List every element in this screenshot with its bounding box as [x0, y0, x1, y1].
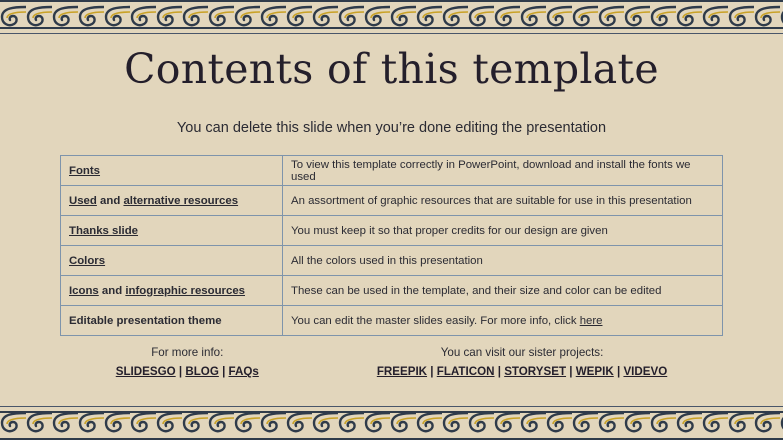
spiral-motif-icon: [52, 5, 78, 29]
spiral-motif-icon: [208, 411, 234, 435]
spiral-motif-icon: [26, 5, 52, 29]
footer-link-storyset[interactable]: STORYSET: [504, 365, 567, 378]
spiral-motif-icon: [234, 411, 260, 435]
table-cell-value: [283, 276, 723, 306]
footer-sister-projects: [377, 344, 667, 380]
top-decorative-border: [0, 0, 783, 34]
spiral-motif-icon: [104, 5, 130, 29]
table-cell-key: [61, 156, 283, 186]
spiral-motif-icon: [312, 5, 338, 29]
underlined-text[interactable]: alternative resources: [123, 194, 239, 207]
spiral-motif-icon: [572, 411, 598, 435]
page-subtitle: You can delete this slide when you’re done editing the presentation: [176, 120, 607, 136]
plain-text: You must keep it so that proper credits for our design are given: [291, 224, 608, 237]
footer-link-flaticon[interactable]: FLATICON: [436, 365, 495, 378]
footer-link-freepik[interactable]: FREEPIK: [376, 365, 428, 378]
underlined-text[interactable]: here: [579, 314, 603, 327]
link-separator: |: [566, 365, 576, 378]
table-cell-key: [61, 246, 283, 276]
contents-table-body: [61, 156, 723, 336]
spiral-motif-icon: [338, 411, 364, 435]
spiral-motif-icon: [78, 5, 104, 29]
border-line-mid: [0, 27, 783, 29]
spiral-motif-icon: [468, 5, 494, 29]
spiral-motif-icon: [182, 411, 208, 435]
table-row: [61, 156, 723, 186]
spiral-motif-icon: [754, 5, 780, 29]
spiral-motif-icon: [442, 5, 468, 29]
spiral-motif-icon: [182, 5, 208, 29]
spiral-motif-icon: [130, 5, 156, 29]
table-cell-value: [283, 186, 723, 216]
footer: [0, 344, 783, 380]
table-cell-key: [61, 306, 283, 336]
table-row: [61, 216, 723, 246]
spiral-motif-icon: [520, 5, 546, 29]
footer-link-faqs[interactable]: FAQs: [228, 365, 259, 378]
spiral-motif-icon: [52, 411, 78, 435]
link-separator: |: [427, 365, 437, 378]
table-row: [61, 246, 723, 276]
border-line-top-2: [0, 406, 783, 407]
spiral-motif-icon: [390, 411, 416, 435]
spiral-motif-icon: [754, 411, 780, 435]
plain-text: All the colors used in this presentation: [291, 254, 483, 267]
spiral-motif-icon: [546, 5, 572, 29]
underlined-text[interactable]: Icons: [69, 284, 99, 297]
underlined-text[interactable]: Fonts: [69, 164, 101, 177]
spiral-motif-icon: [728, 411, 754, 435]
spiral-motif-icon: [364, 411, 390, 435]
spiral-motif-icon: [286, 5, 312, 29]
footer-more-info: [116, 344, 259, 380]
spiral-motif-icon: [624, 411, 650, 435]
border-line-top: [0, 0, 783, 2]
spiral-motif-icon: [416, 5, 442, 29]
table-cell-value: [283, 216, 723, 246]
table-cell-key: [61, 186, 283, 216]
plain-text: and: [98, 284, 126, 297]
spiral-motif-icon: [156, 5, 182, 29]
plain-text: Editable presentation theme: [69, 314, 222, 327]
border-line-bottom: [0, 33, 783, 34]
spiral-motif-icon: [208, 5, 234, 29]
spiral-motif-icon: [598, 5, 624, 29]
table-row: [61, 306, 723, 336]
footer-left-label: For more info:: [151, 346, 224, 359]
footer-right-links: [377, 363, 667, 380]
spiral-motif-icon: [260, 5, 286, 29]
spiral-motif-icon: [468, 411, 494, 435]
footer-link-slidesgo[interactable]: SLIDESGO: [115, 365, 176, 378]
footer-right-label: You can visit our sister projects:: [440, 346, 604, 359]
spiral-motif-icon: [156, 411, 182, 435]
spiral-motif-icon: [572, 5, 598, 29]
link-separator: |: [494, 365, 505, 378]
spiral-motif-icon: [286, 411, 312, 435]
link-separator: |: [175, 365, 186, 378]
spiral-motif-icon: [494, 411, 520, 435]
spiral-motif-icon: [650, 5, 676, 29]
spiral-motif-icon: [702, 5, 728, 29]
spiral-motif-icon: [546, 411, 572, 435]
footer-link-wepik[interactable]: WEPIK: [575, 365, 614, 378]
contents-table: [60, 155, 723, 336]
link-separator: |: [613, 365, 624, 378]
spiral-wave-row-bottom: [0, 411, 783, 435]
spiral-motif-icon: [312, 411, 338, 435]
plain-text: and: [96, 194, 124, 207]
table-cell-key: [61, 216, 283, 246]
spiral-motif-icon: [0, 411, 26, 435]
table-row: [61, 276, 723, 306]
spiral-motif-icon: [104, 411, 130, 435]
link-separator: |: [218, 365, 229, 378]
underlined-text[interactable]: infographic resources: [125, 284, 245, 297]
footer-link-videvo[interactable]: VIDEVO: [623, 365, 668, 378]
footer-left-links: [116, 363, 259, 380]
spiral-motif-icon: [728, 5, 754, 29]
plain-text: An assortment of graphic resources that are suitable for use in this presentation: [291, 194, 692, 207]
spiral-wave-row-top: [0, 5, 783, 29]
spiral-motif-icon: [26, 411, 52, 435]
plain-text: To view this template correctly in PowerPoint, download and install the fonts we used: [291, 158, 691, 183]
table-cell-key: [61, 276, 283, 306]
spiral-motif-icon: [416, 411, 442, 435]
spiral-motif-icon: [676, 5, 702, 29]
spiral-motif-icon: [598, 411, 624, 435]
spiral-motif-icon: [702, 411, 728, 435]
spiral-motif-icon: [624, 5, 650, 29]
spiral-motif-icon: [390, 5, 416, 29]
underlined-text[interactable]: Colors: [69, 254, 106, 267]
spiral-motif-icon: [260, 411, 286, 435]
table-cell-value: [283, 306, 723, 336]
table-cell-value: [283, 246, 723, 276]
spiral-motif-icon: [234, 5, 260, 29]
spiral-motif-icon: [494, 5, 520, 29]
table-cell-value: [283, 156, 723, 186]
spiral-motif-icon: [130, 411, 156, 435]
page-title: Contents of this template: [124, 45, 659, 93]
footer-link-blog[interactable]: BLOG: [185, 365, 219, 378]
spiral-motif-icon: [676, 411, 702, 435]
spiral-motif-icon: [442, 411, 468, 435]
table-row: [61, 186, 723, 216]
spiral-motif-icon: [0, 5, 26, 29]
plain-text: These can be used in the template, and their size and color can be edited: [291, 284, 662, 297]
underlined-text[interactable]: Thanks slide: [69, 224, 139, 237]
plain-text: You can edit the master slides easily. For more info, click: [291, 314, 580, 327]
spiral-motif-icon: [364, 5, 390, 29]
spiral-motif-icon: [520, 411, 546, 435]
spiral-motif-icon: [650, 411, 676, 435]
underlined-text[interactable]: Used: [69, 194, 97, 207]
spiral-motif-icon: [78, 411, 104, 435]
bottom-decorative-border: [0, 406, 783, 440]
spiral-motif-icon: [338, 5, 364, 29]
